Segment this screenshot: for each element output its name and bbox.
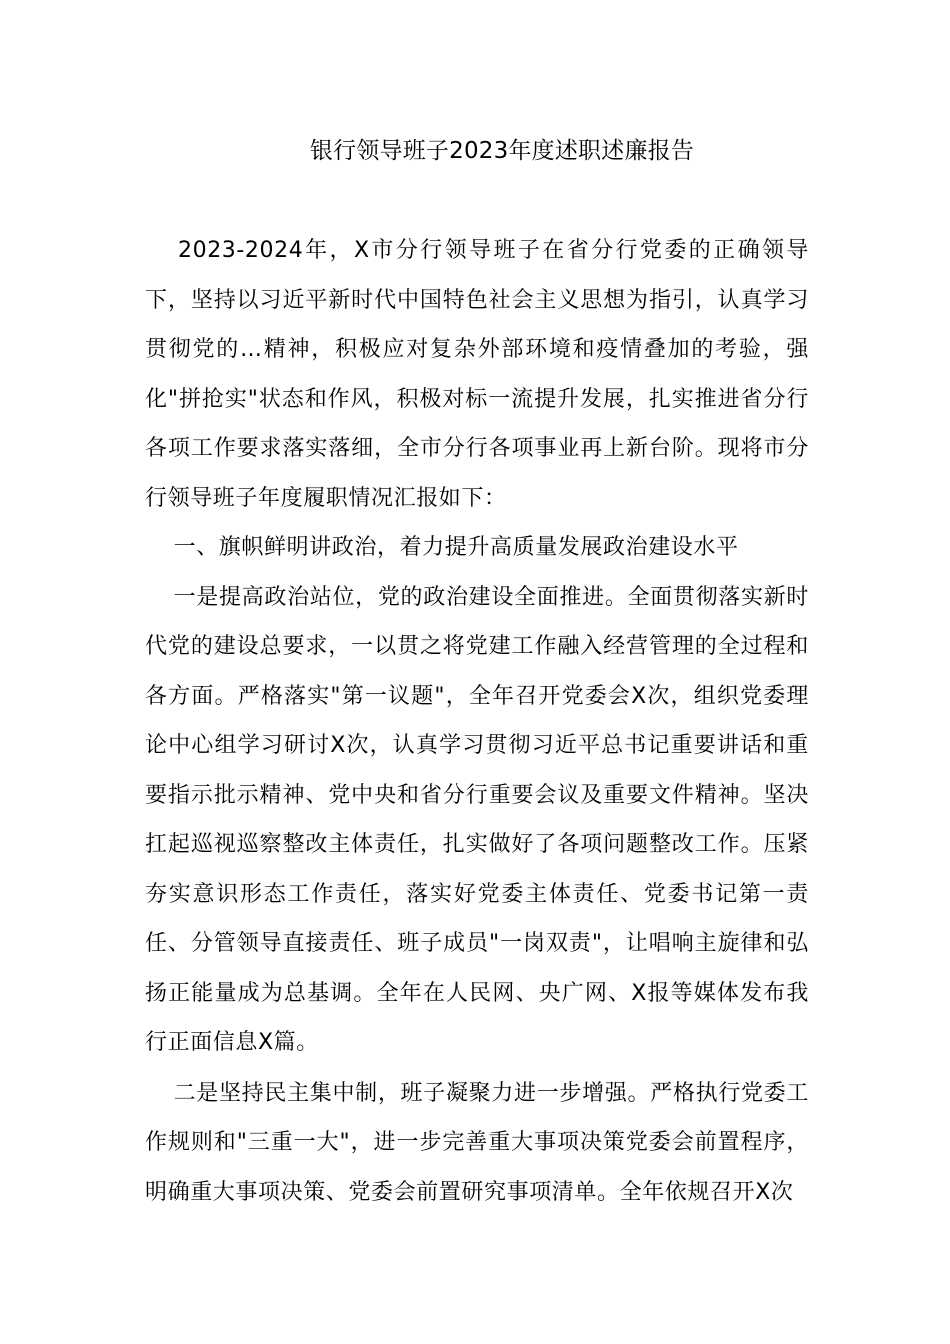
section-heading-1: 一、旗帜鲜明讲政治，着力提升高质量发展政治建设水平 bbox=[173, 535, 739, 560]
intro-paragraph: 2023-2024年，X市分行领导班子在省分行党委的正确领导下，坚持以习近平新时代中国特色社会主义思想为指引，认真学习贯彻党的…精神，积极应对复杂外部环境和疫情叠加的考验，强化"拼抢实"状态和作风，积极对标一流提升发展，扎实推进省分行各项工作要求落实落细，全市分行各项事业再上新台阶。现将市分行领导班子年度履职情况汇报如下： bbox=[145, 238, 809, 511]
document-body bbox=[145, 226, 809, 1217]
point-paragraph-2: 二是坚持民主集中制，班子凝聚力进一步增强。严格执行党委工作规则和"三重一大"，进一步完善重大事项决策党委会前置程序，明确重大事项决策、党委会前置研究事项清单。全年依规召开X次 bbox=[145, 1080, 809, 1205]
point-paragraph-1: 一是提高政治站位，党的政治建设全面推进。全面贯彻落实新时代党的建设总要求，一以贯之将党建工作融入经营管理的全过程和各方面。严格落实"第一议题"，全年召开党委会X次，组织党委理论中心组学习研讨X次，认真学习贯彻习近平总书记重要讲话和重要指示批示精神、党中央和省分行重要会议及重要文件精神。坚决扛起巡视巡察整改主体责任，扎实做好了各项问题整改工作。压紧夯实意识形态工作责任，落实好党委主体责任、党委书记第一责任、分管领导直接责任、班子成员"一岗双责"，让唱响主旋律和弘扬正能量成为总基调。全年在人民网、央广网、X报等媒体发布我行正面信息X篇。 bbox=[145, 584, 809, 1055]
document-title: 银行领导班子2023年度述职述廉报告 bbox=[309, 138, 695, 164]
